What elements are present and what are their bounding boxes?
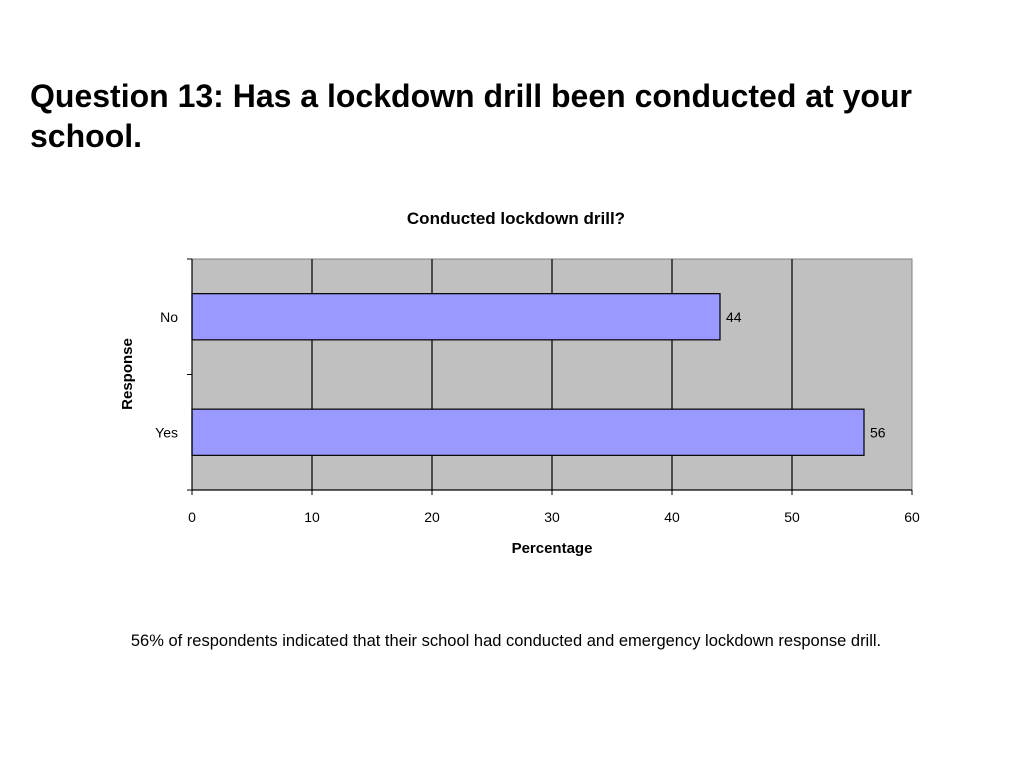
y-axis-title: Response [119,338,136,410]
data-label: 56 [870,424,886,441]
y-tick-label: Yes [155,424,178,441]
x-axis-title: Percentage [511,540,593,557]
data-label: 44 [726,308,742,325]
summary-note: 56% of respondents indicated that their school had conducted and emergency lockdown response drill. [130,632,882,650]
bar-yes [192,409,864,455]
x-tick-label: 60 [904,509,920,525]
chart-title: Conducted lockdown drill? [406,209,626,228]
x-tick-label: 40 [664,509,680,525]
x-tick-label: 10 [304,509,320,525]
x-tick-label: 20 [424,509,440,525]
x-tick-label: 50 [784,509,800,525]
bar-no [192,294,720,340]
slide-title: Question 13: Has a lockdown drill been conducted at your school. [30,78,912,154]
y-tick-label: No [160,308,178,325]
x-tick-label: 30 [544,509,560,525]
x-tick-label: 0 [188,509,196,525]
